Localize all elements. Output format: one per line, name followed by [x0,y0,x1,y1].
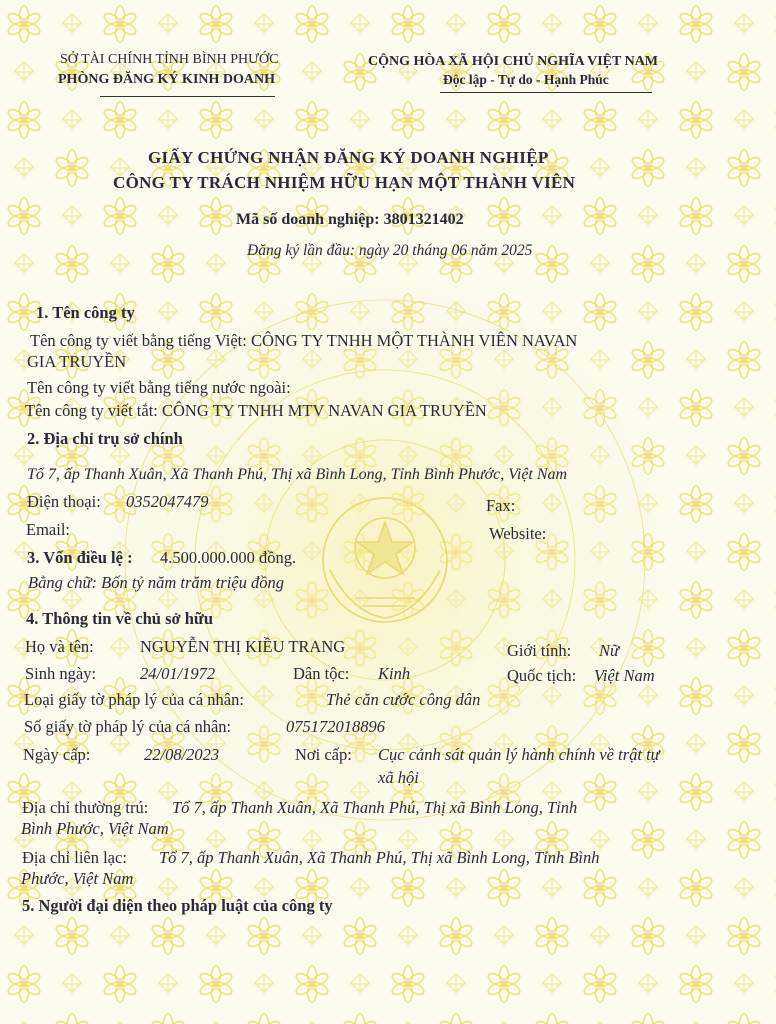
fax-label: Fax: [486,496,516,515]
first-registration-date: Đăng ký lần đầu: ngày 20 tháng 06 năm 2025 [247,242,533,259]
charter-capital: 4.500.000.000 đồng. [160,548,297,567]
issue-place-value: Cục cảnh sát quản lý hành chính về trật tự [378,745,660,764]
contact-address-label: Địa chỉ liên lạc: [22,848,127,867]
owner-name-label: Họ và tên: [25,637,94,656]
gender-label: Giới tính: [507,641,572,660]
country-motto: Độc lập - Tự do - Hạnh Phúc [443,72,609,87]
id-type-value: Thẻ căn cước công dân [326,690,481,709]
vietnamese-company-name-cont: GIA TRUYỀN [27,352,127,371]
nationality-value: Việt Nam [594,666,655,685]
website-label: Website: [489,524,547,543]
left-header-underline [100,96,275,97]
contact-address-value-cont: Phước, Việt Nam [21,869,134,888]
foreign-company-name: Tên công ty viết bằng tiếng nước ngoài: [27,378,291,397]
owner-name-value: NGUYỄN THỊ KIỀU TRANG [140,637,346,656]
issuing-department: SỞ TÀI CHÍNH TỈNH BÌNH PHƯỚC [60,52,279,67]
country-name: CỘNG HÒA XÃ HỘI CHỦ NGHĨA VIỆT NAM [368,54,659,69]
abbreviated-company-name: Tên công ty viết tắt: CÔNG TY TNHH MTV NAVAN GIA TRUYỀN [25,401,487,420]
email-label: Email: [26,520,70,539]
nationality-label: Quốc tịch: [507,666,577,685]
section-3-heading: 3. Vốn điều lệ : [27,548,133,567]
issue-place-value-cont: xã hội [378,768,419,787]
certificate-title: GIẤY CHỨNG NHẬN ĐĂNG KÝ DOANH NGHIỆP [148,148,549,167]
capital-in-words: Bằng chữ: Bốn tỷ năm trăm triệu đồng [28,573,285,592]
permanent-address-label: Địa chỉ thường trú: [22,798,149,817]
dob-label: Sinh ngày: [25,664,97,683]
phone-label: Điện thoại: [27,492,101,511]
section-5-heading: 5. Người đại diện theo pháp luật của công ty [22,896,333,915]
issue-date-value: 22/08/2023 [144,745,220,764]
enterprise-code: Mã số doanh nghiệp: 3801321402 [236,211,464,228]
issue-place-label: Nơi cấp: [295,745,352,764]
id-number-label: Số giấy tờ pháp lý của cá nhân: [24,717,232,736]
contact-address-value: Tổ 7, ấp Thanh Xuân, Xã Thanh Phú, Thị xã Bình Long, Tỉnh Bình [159,848,600,867]
id-number-value: 075172018896 [286,717,385,736]
gender-value: Nữ [599,641,620,660]
permanent-address-value: Tổ 7, ấp Thanh Xuân, Xã Thanh Phú, Thị xã Bình Long, Tỉnh [172,798,578,817]
phone-value: 0352047479 [126,492,209,511]
right-header-underline [440,92,652,93]
id-type-label: Loại giấy tờ pháp lý của cá nhân: [24,690,244,709]
company-type: CÔNG TY TRÁCH NHIỆM HỮU HẠN MỘT THÀNH VIÊN [113,173,576,192]
dob-value: 24/01/1972 [140,664,216,683]
issue-date-label: Ngày cấp: [23,745,91,764]
vietnamese-company-name: Tên công ty viết bằng tiếng Việt: CÔNG TY TNHH MỘT THÀNH VIÊN NAVAN [30,331,578,350]
permanent-address-value-cont: Bình Phước, Việt Nam [21,819,169,838]
section-4-heading: 4. Thông tin về chủ sở hữu [26,609,214,628]
head-office-address: Tổ 7, ấp Thanh Xuân, Xã Thanh Phú, Thị xã Bình Long, Tỉnh Bình Phước, Việt Nam [27,466,568,483]
ethnicity-label: Dân tộc: [293,664,350,683]
section-2-heading: 2. Địa chỉ trụ sở chính [27,429,183,448]
issuing-office: PHÒNG ĐĂNG KÝ KINH DOANH [58,72,275,87]
section-1-heading: 1. Tên công ty [36,303,135,322]
ethnicity-value: Kinh [378,664,411,683]
